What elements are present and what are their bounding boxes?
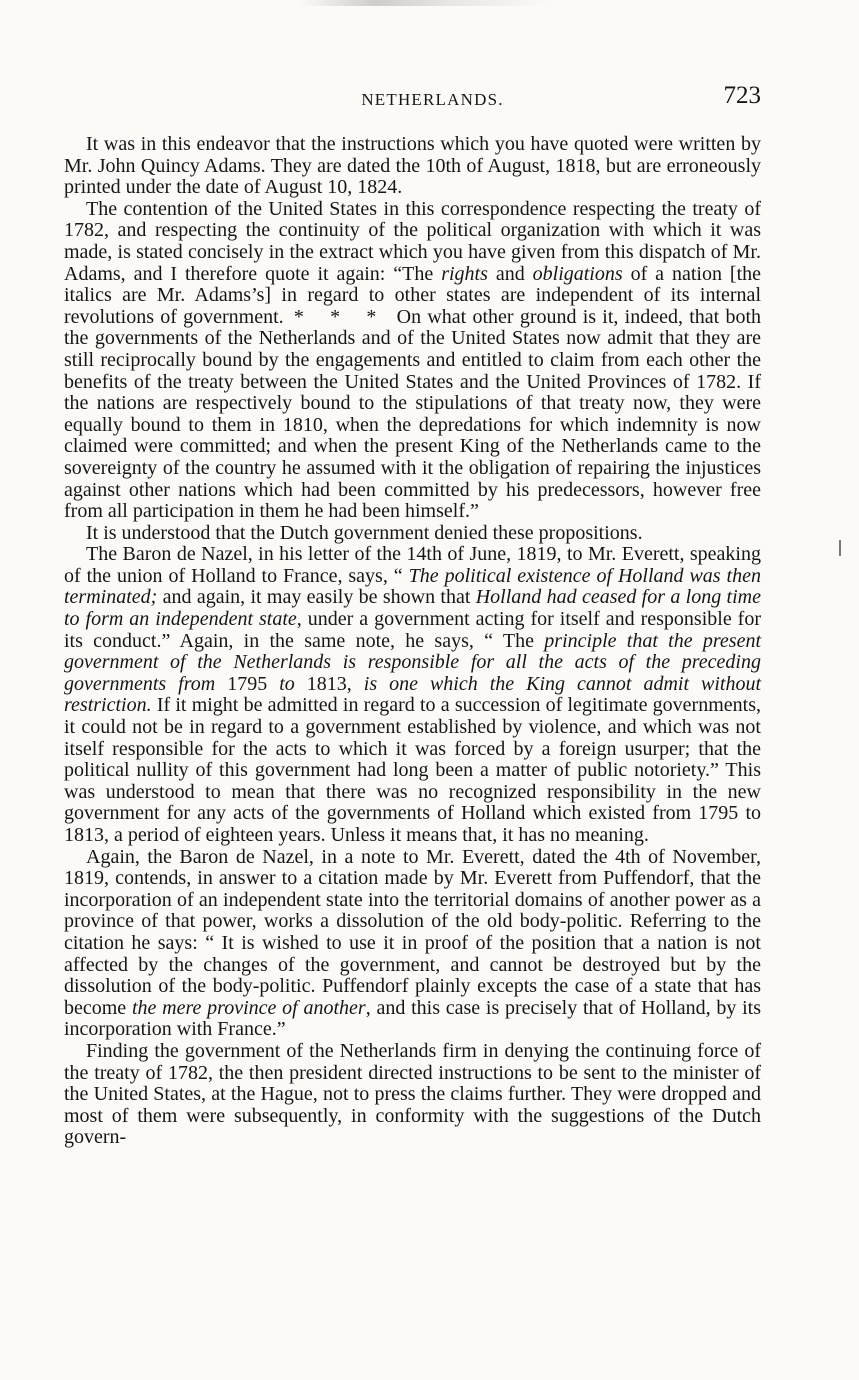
paragraph-2-text-d: On what other ground is it, indeed, that both the governments of the Netherlands and of the United States now admit that they are still reciprocally bound by the engagements and entitled to claim from each other the benefits of the treaty between the United States and the United Provinces of 1782. If the nations are respectively bound to the stipulations of that treaty now, they were equally bound to them in 1810, when the depredations for which indemnity is now claimed were committed; and when the present King of the Netherlands came to the sovereignty of the country he assumed with it the obligation of repairing the injustices against other nations which had been committed by his predecessors, however free from all participation in them he had been himself.” [64, 305, 762, 523]
paragraph-4-text-d: 1795 [215, 672, 280, 695]
italic-quote-3: principle that the present government of the Netherlands is responsible for all the acts of the preceding governments from [64, 629, 761, 695]
paragraph-4-text-c: , under a government acting for itself and responsible for its conduct.” Again, in the same note, he says, “ The [64, 608, 761, 652]
paragraph-2-text-b: and [487, 262, 533, 285]
ellipsis-stars: * * * [293, 305, 387, 328]
paragraph-4-text-b: and again, it may easily be shown that [157, 586, 476, 609]
paragraph-2-text-a: The contention of the United States in this correspondence respecting the treaty of 1782, and respecting the continuity of the political organization with which it was made, is stated concisely in the extract which you have given from this dispatch of Mr. Adams, and I therefore quote it again: “The [64, 197, 761, 285]
paragraph-1 [64, 134, 761, 199]
italic-rights: rights [441, 262, 488, 285]
paragraph-1-text: It was in this endeavor that the instructions which you have quoted were written by Mr. John Quincy Adams. They are dated the 10th of August, 1818, but are erroneously printed under the date of August 10, 1824. [64, 133, 761, 199]
page-number: 723 [723, 82, 761, 109]
margin-mark [839, 540, 841, 556]
paragraph-3-text: It is understood that the Dutch government denied these propositions. [86, 521, 643, 544]
page-header [64, 84, 761, 118]
paragraph-2 [64, 199, 761, 523]
paragraph-4-text-f: If it might be admitted in regard to a succession of legitimate governments, it could not be in regard to a government established by violence, and which was not itself responsible for the acts to which it was forced by a foreign usurper; that the political nullity of this government had long been a matter of public notoriety.” This was understood to mean that there was no recognized responsibility in the new government for any acts of the governments of Holland which existed from 1795 to 1813, a period of eighteen years. Unless it means that, it has no meaning. [64, 694, 761, 846]
paragraph-4-text-e: 1813, [294, 672, 364, 695]
paragraph-4 [64, 544, 761, 846]
italic-quote-2: Holland had ceased for a long time to form an independent state [64, 586, 761, 631]
body-text [64, 134, 761, 1149]
paragraph-3 [64, 523, 761, 545]
italic-quote-1: The political existence of Holland was then terminated; [64, 564, 761, 609]
paragraph-6-text: Finding the government of the Netherlands firm in denying the continuing force of the treaty of 1782, the then president directed instructions to be sent to the minister of the United States, at the Hague, not to press the claims further. They were dropped and most of them were subsequently, in conformity with the suggestions of the Dutch govern- [64, 1039, 761, 1149]
scan-artifact [300, 0, 550, 6]
paragraph-5-text-a: Again, the Baron de Nazel, in a note to Mr. Everett, dated the 4th of November, 1819, contends, in answer to a citation made by Mr. Everett from Puffendorf, that the incorporation of an independent state into the territorial domains of another power as a province of that power, works a dissolution of the old body-politic. Referring to the citation he says: “ It is wished to use it in proof of the position that a nation is not affected by the changes of the government, and cannot be destroyed but by the dissolution of the body-politic. Puffendorf plainly excepts the case of a state that has become [64, 845, 761, 1019]
italic-mere-province: the mere province of another [131, 996, 366, 1019]
italic-obligations: obligations [532, 262, 623, 285]
italic-to: to [279, 672, 295, 695]
paragraph-4-text-a: The Baron de Nazel, in his letter of the 14th of June, 1819, to Mr. Everett, speaking of the union of Holland to France, says, “ [64, 543, 761, 587]
italic-quote-4: is one which the King cannot admit without restriction. [64, 672, 762, 717]
paragraph-5-text-b: , and this case is precisely that of Holland, by its incorporation with France.” [64, 996, 761, 1041]
paragraph-5 [64, 847, 761, 1041]
paragraph-2-text-c: of a nation [the italics are Mr. Adams’s] in regard to other states are independent of its internal revolutions of government. [64, 262, 762, 328]
paragraph-6 [64, 1041, 761, 1149]
running-head: NETHERLANDS. [361, 90, 504, 109]
